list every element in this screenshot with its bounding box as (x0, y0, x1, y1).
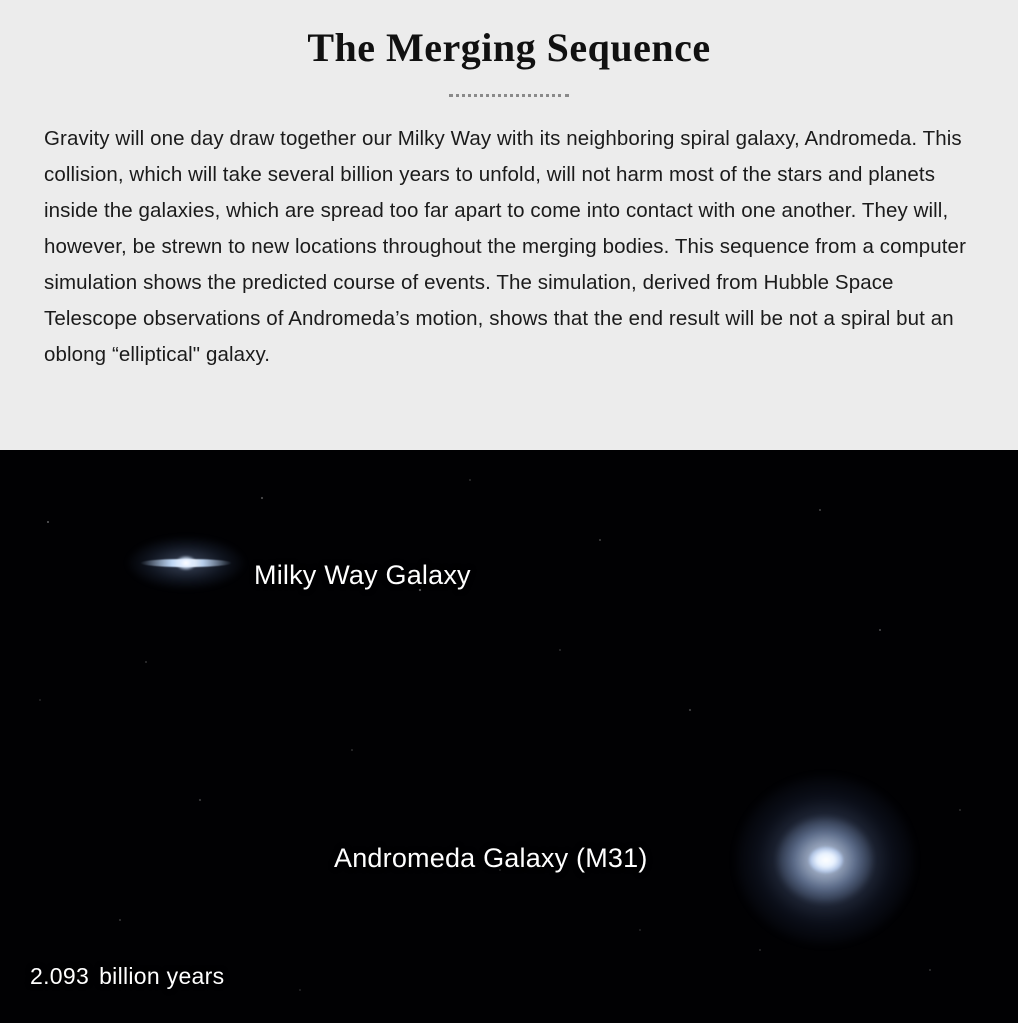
title-divider (0, 87, 1018, 99)
simulation-timestamp (30, 963, 224, 990)
simulation-image (0, 450, 1018, 1023)
article-body: Gravity will one day draw together our Milky Way with its neighboring spiral galaxy, Andromeda. This collision, which will take several billion years to unfold, will not harm most of the stars and planets inside the galaxies, which are spread too far apart to come into contact with one another. They will, however, be strewn to new locations throughout the merging bodies. This sequence from a computer simulation shows the predicted course of events. The simulation, derived from Hubble Space Telescope observations of Andromeda’s motion, shows that the end result will be not a spiral but an oblong “elliptical" galaxy. (44, 127, 966, 366)
andromeda-core (809, 847, 843, 873)
milky-way-core (176, 556, 196, 570)
page-title: The Merging Sequence (307, 25, 711, 70)
milky-way-label: Milky Way Galaxy (254, 560, 471, 590)
andromeda-label: Andromeda Galaxy (M31) (334, 843, 648, 873)
andromeda-galaxy-icon (735, 775, 915, 945)
milky-way-galaxy-icon (140, 550, 232, 576)
article-panel (0, 0, 1018, 450)
timestamp-unit: billion years (99, 963, 225, 989)
timestamp-value: 2.093 (30, 963, 90, 989)
dotted-rule-icon (449, 94, 569, 100)
